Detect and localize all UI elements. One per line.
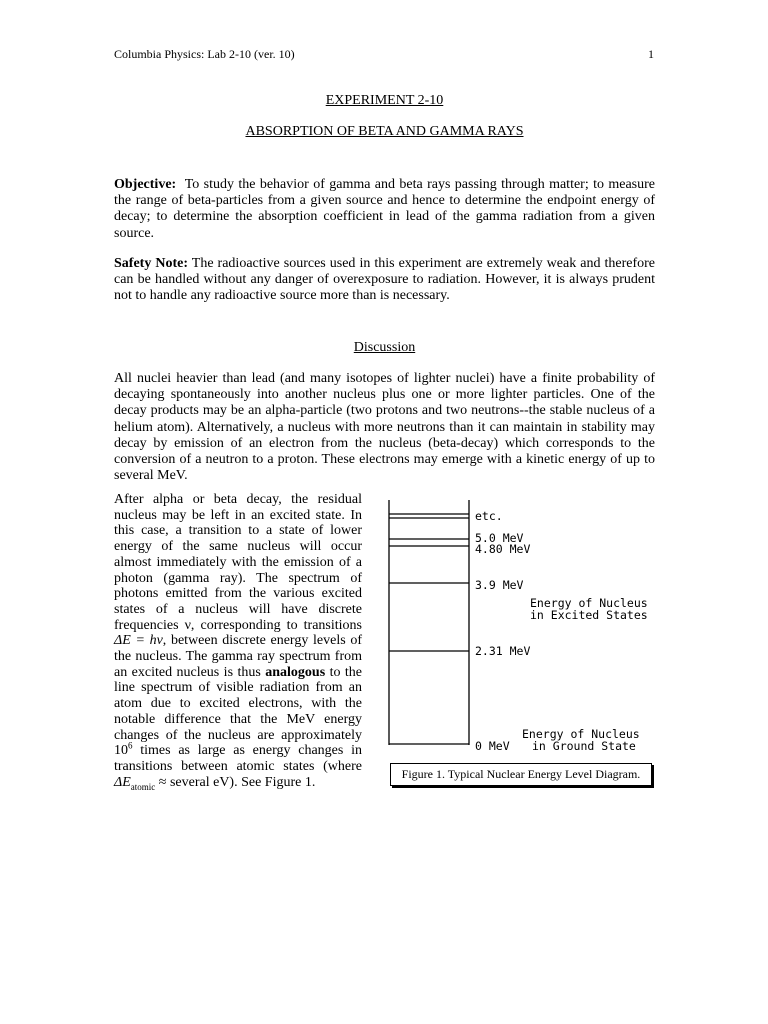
running-header: Columbia Physics: Lab 2-10 (ver. 10) — [114, 47, 295, 61]
energy-level-diagram — [385, 500, 665, 800]
level-label-4-80: 4.80 MeV — [475, 542, 531, 556]
level-label-etc: etc. — [475, 509, 503, 523]
exponent: 6 — [128, 740, 133, 751]
level-label-5-0: 5.0 MeV — [475, 531, 524, 545]
safety-label: Safety Note: — [114, 256, 188, 271]
energy-level-lines — [385, 500, 665, 760]
ground-state-label-2: in Ground State — [532, 739, 636, 753]
experiment-subject: ABSORPTION OF BETA AND GAMMA RAYS — [245, 124, 524, 139]
experiment-title: EXPERIMENT 2-10 — [325, 93, 444, 108]
level-label-3-9: 3.9 MeV — [475, 578, 524, 592]
excited-states-label-1: Energy of Nucleus — [530, 596, 648, 610]
safety-text: The radioactive sources used in this experiment are extremely weak and therefore can be handled without any danger of overexposure to radiation. However, it is always prudent not to handle any radioactive source more than is necessary. — [114, 256, 655, 304]
discussion-heading: Discussion — [353, 340, 416, 355]
objective-text: To study the behavior of gamma and beta rays passing through matter; to measure the range of beta-particles from a given source and hence to determine the endpoint energy of decay; to determine the absorption coefficient in lead of the gamma radiation from a given source. — [114, 177, 656, 241]
objective-paragraph — [114, 177, 655, 242]
excited-states-label-2: in Excited States — [530, 608, 648, 622]
discussion-paragraph-2: After alpha or beta decay, the residual nucleus may be left in an excited state. In this case, a transition to a state of lower energy of the same nucleus will occur almost immediately with the emission of a photon (gamma ray). The spectrum of photons emitted from the various excited states of a nucleus will have discrete frequencies ν, corresponding to transitions ΔE = hν, between discrete energy levels of the nucleus. The gamma ray spectrum from an excited nucleus is thus analogous to the line spectrum of visible radiation from an atom due to excited electrons, with the notable difference that the MeV energy changes of the nucleus are approximately $10^6$ times as large as energy changes in transitions between atomic states (where $\Delta E_{atomic}$ ≈ several eV). See Figure 1. — [114, 492, 363, 792]
figure-caption: Figure 1. Typical Nuclear Energy Level Diagram. — [390, 763, 652, 786]
page-number: 1 — [648, 47, 654, 61]
analogous-emphasis: analogous — [265, 664, 326, 680]
ground-state-label-1: Energy of Nucleus — [522, 727, 640, 741]
objective-label: Objective: — [114, 177, 177, 192]
level-label-0: 0 MeV — [475, 739, 510, 753]
safety-paragraph — [114, 256, 655, 305]
level-label-2-31: 2.31 MeV — [475, 644, 531, 658]
discussion-paragraph-1: All nuclei heavier than lead (and many isotopes of lighter nuclei) have a finite probability of decaying spontaneously into another nucleus plus one or more lighter particles. One of the decay products may be an alpha-particle (two protons and two neutrons--the stable nucleus of a helium atom). Alternatively, a nucleus with more neutrons than it can maintain in stability may decay by emission of an electron from the nucleus (beta-decay) which corresponds to the conversion of a neutron to a proton. These electrons may emerge with a kinetic energy of up to several MeV. — [114, 371, 655, 484]
energy-formula: ΔE = hν — [114, 633, 163, 649]
